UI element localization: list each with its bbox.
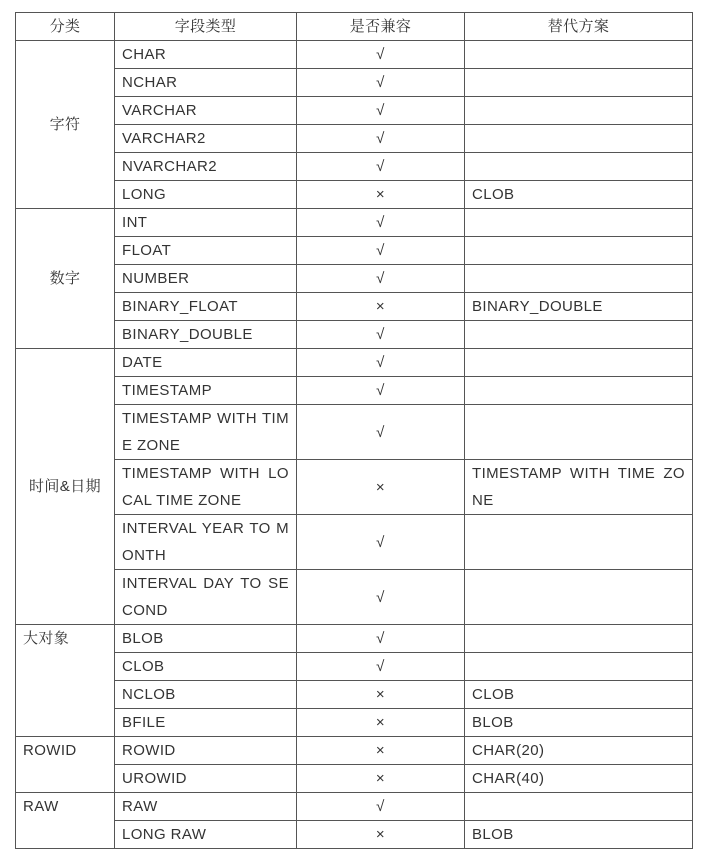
header-compatible: 是否兼容 <box>297 13 465 41</box>
compatible-cell: √ <box>297 793 465 821</box>
field-type-cell: INT <box>115 209 297 237</box>
compatible-cell: √ <box>297 515 465 570</box>
alternative-cell: CHAR(40) <box>465 765 693 793</box>
compatible-cell: √ <box>297 405 465 460</box>
table-row <box>16 293 693 321</box>
table-row <box>16 653 693 681</box>
table-row <box>16 681 693 709</box>
field-type-cell: DATE <box>115 349 297 377</box>
alternative-cell: CHAR(20) <box>465 737 693 765</box>
table-row <box>16 181 693 209</box>
table-row <box>16 349 693 377</box>
alternative-cell: CLOB <box>465 181 693 209</box>
header-field-type: 字段类型 <box>115 13 297 41</box>
table-row <box>16 709 693 737</box>
table-row <box>16 321 693 349</box>
table-row <box>16 515 693 570</box>
field-type-cell: NCHAR <box>115 69 297 97</box>
compatible-cell: × <box>297 460 465 515</box>
header-alternative: 替代方案 <box>465 13 693 41</box>
table-row <box>16 765 693 793</box>
compatible-cell: √ <box>297 153 465 181</box>
field-type-cell: ROWID <box>115 737 297 765</box>
table-row <box>16 737 693 765</box>
field-type-cell: RAW <box>115 793 297 821</box>
compatible-cell: √ <box>297 570 465 625</box>
table-row <box>16 793 693 821</box>
alternative-cell: TIMESTAMP WITH TIME ZONE <box>465 460 693 515</box>
alternative-cell <box>465 41 693 69</box>
compatible-cell: √ <box>297 237 465 265</box>
compatible-cell: √ <box>297 321 465 349</box>
alternative-cell <box>465 570 693 625</box>
table-row <box>16 405 693 460</box>
alternative-cell <box>465 653 693 681</box>
field-type-cell: CLOB <box>115 653 297 681</box>
compatible-cell: √ <box>297 377 465 405</box>
field-type-cell: TIMESTAMP <box>115 377 297 405</box>
compatible-cell: × <box>297 681 465 709</box>
table-row <box>16 625 693 653</box>
field-type-cell: INTERVAL YEAR TO MONTH <box>115 515 297 570</box>
compatible-cell: √ <box>297 41 465 69</box>
field-type-cell: CHAR <box>115 41 297 69</box>
compatible-cell: × <box>297 709 465 737</box>
table-row <box>16 125 693 153</box>
category-cell: 大对象 <box>16 625 115 737</box>
field-type-cell: NUMBER <box>115 265 297 293</box>
category-cell: ROWID <box>16 737 115 793</box>
alternative-cell <box>465 377 693 405</box>
alternative-cell <box>465 125 693 153</box>
compatible-cell: √ <box>297 625 465 653</box>
alternative-cell <box>465 321 693 349</box>
category-cell: 字符 <box>16 41 115 209</box>
table-row <box>16 377 693 405</box>
header-row <box>16 13 693 41</box>
table-row <box>16 209 693 237</box>
field-type-cell: BINARY_DOUBLE <box>115 321 297 349</box>
table-row <box>16 237 693 265</box>
table-row <box>16 69 693 97</box>
alternative-cell: BLOB <box>465 821 693 849</box>
table-row <box>16 153 693 181</box>
compatible-cell: √ <box>297 69 465 97</box>
field-type-cell: NCLOB <box>115 681 297 709</box>
table-row <box>16 821 693 849</box>
field-type-cell: VARCHAR <box>115 97 297 125</box>
table-row <box>16 265 693 293</box>
field-type-cell: BINARY_FLOAT <box>115 293 297 321</box>
alternative-cell <box>465 515 693 570</box>
table-row <box>16 460 693 515</box>
field-type-cell: UROWID <box>115 765 297 793</box>
field-type-cell: LONG <box>115 181 297 209</box>
alternative-cell <box>465 265 693 293</box>
compatible-cell: × <box>297 181 465 209</box>
table-row <box>16 570 693 625</box>
header-category: 分类 <box>16 13 115 41</box>
compatible-cell: √ <box>297 653 465 681</box>
field-type-cell: TIMESTAMP WITH LOCAL TIME ZONE <box>115 460 297 515</box>
compatible-cell: × <box>297 821 465 849</box>
field-type-cell: FLOAT <box>115 237 297 265</box>
alternative-cell <box>465 349 693 377</box>
data-type-compatibility-table <box>15 12 693 849</box>
field-type-cell: LONG RAW <box>115 821 297 849</box>
category-cell: RAW <box>16 793 115 849</box>
alternative-cell <box>465 237 693 265</box>
category-cell: 时间&日期 <box>16 349 115 625</box>
table-row <box>16 41 693 69</box>
compatible-cell: × <box>297 737 465 765</box>
table-row <box>16 97 693 125</box>
compatible-cell: × <box>297 765 465 793</box>
field-type-cell: BLOB <box>115 625 297 653</box>
compatible-cell: √ <box>297 265 465 293</box>
alternative-cell <box>465 97 693 125</box>
field-type-cell: BFILE <box>115 709 297 737</box>
alternative-cell <box>465 153 693 181</box>
alternative-cell: CLOB <box>465 681 693 709</box>
field-type-cell: TIMESTAMP WITH TIME ZONE <box>115 405 297 460</box>
compatible-cell: × <box>297 293 465 321</box>
alternative-cell <box>465 793 693 821</box>
field-type-cell: INTERVAL DAY TO SECOND <box>115 570 297 625</box>
alternative-cell <box>465 69 693 97</box>
compatibility-table-container <box>15 12 693 849</box>
compatible-cell: √ <box>297 125 465 153</box>
alternative-cell <box>465 405 693 460</box>
alternative-cell: BINARY_DOUBLE <box>465 293 693 321</box>
compatible-cell: √ <box>297 97 465 125</box>
alternative-cell <box>465 209 693 237</box>
alternative-cell <box>465 625 693 653</box>
compatible-cell: √ <box>297 349 465 377</box>
compatible-cell: √ <box>297 209 465 237</box>
field-type-cell: NVARCHAR2 <box>115 153 297 181</box>
field-type-cell: VARCHAR2 <box>115 125 297 153</box>
category-cell: 数字 <box>16 209 115 349</box>
alternative-cell: BLOB <box>465 709 693 737</box>
